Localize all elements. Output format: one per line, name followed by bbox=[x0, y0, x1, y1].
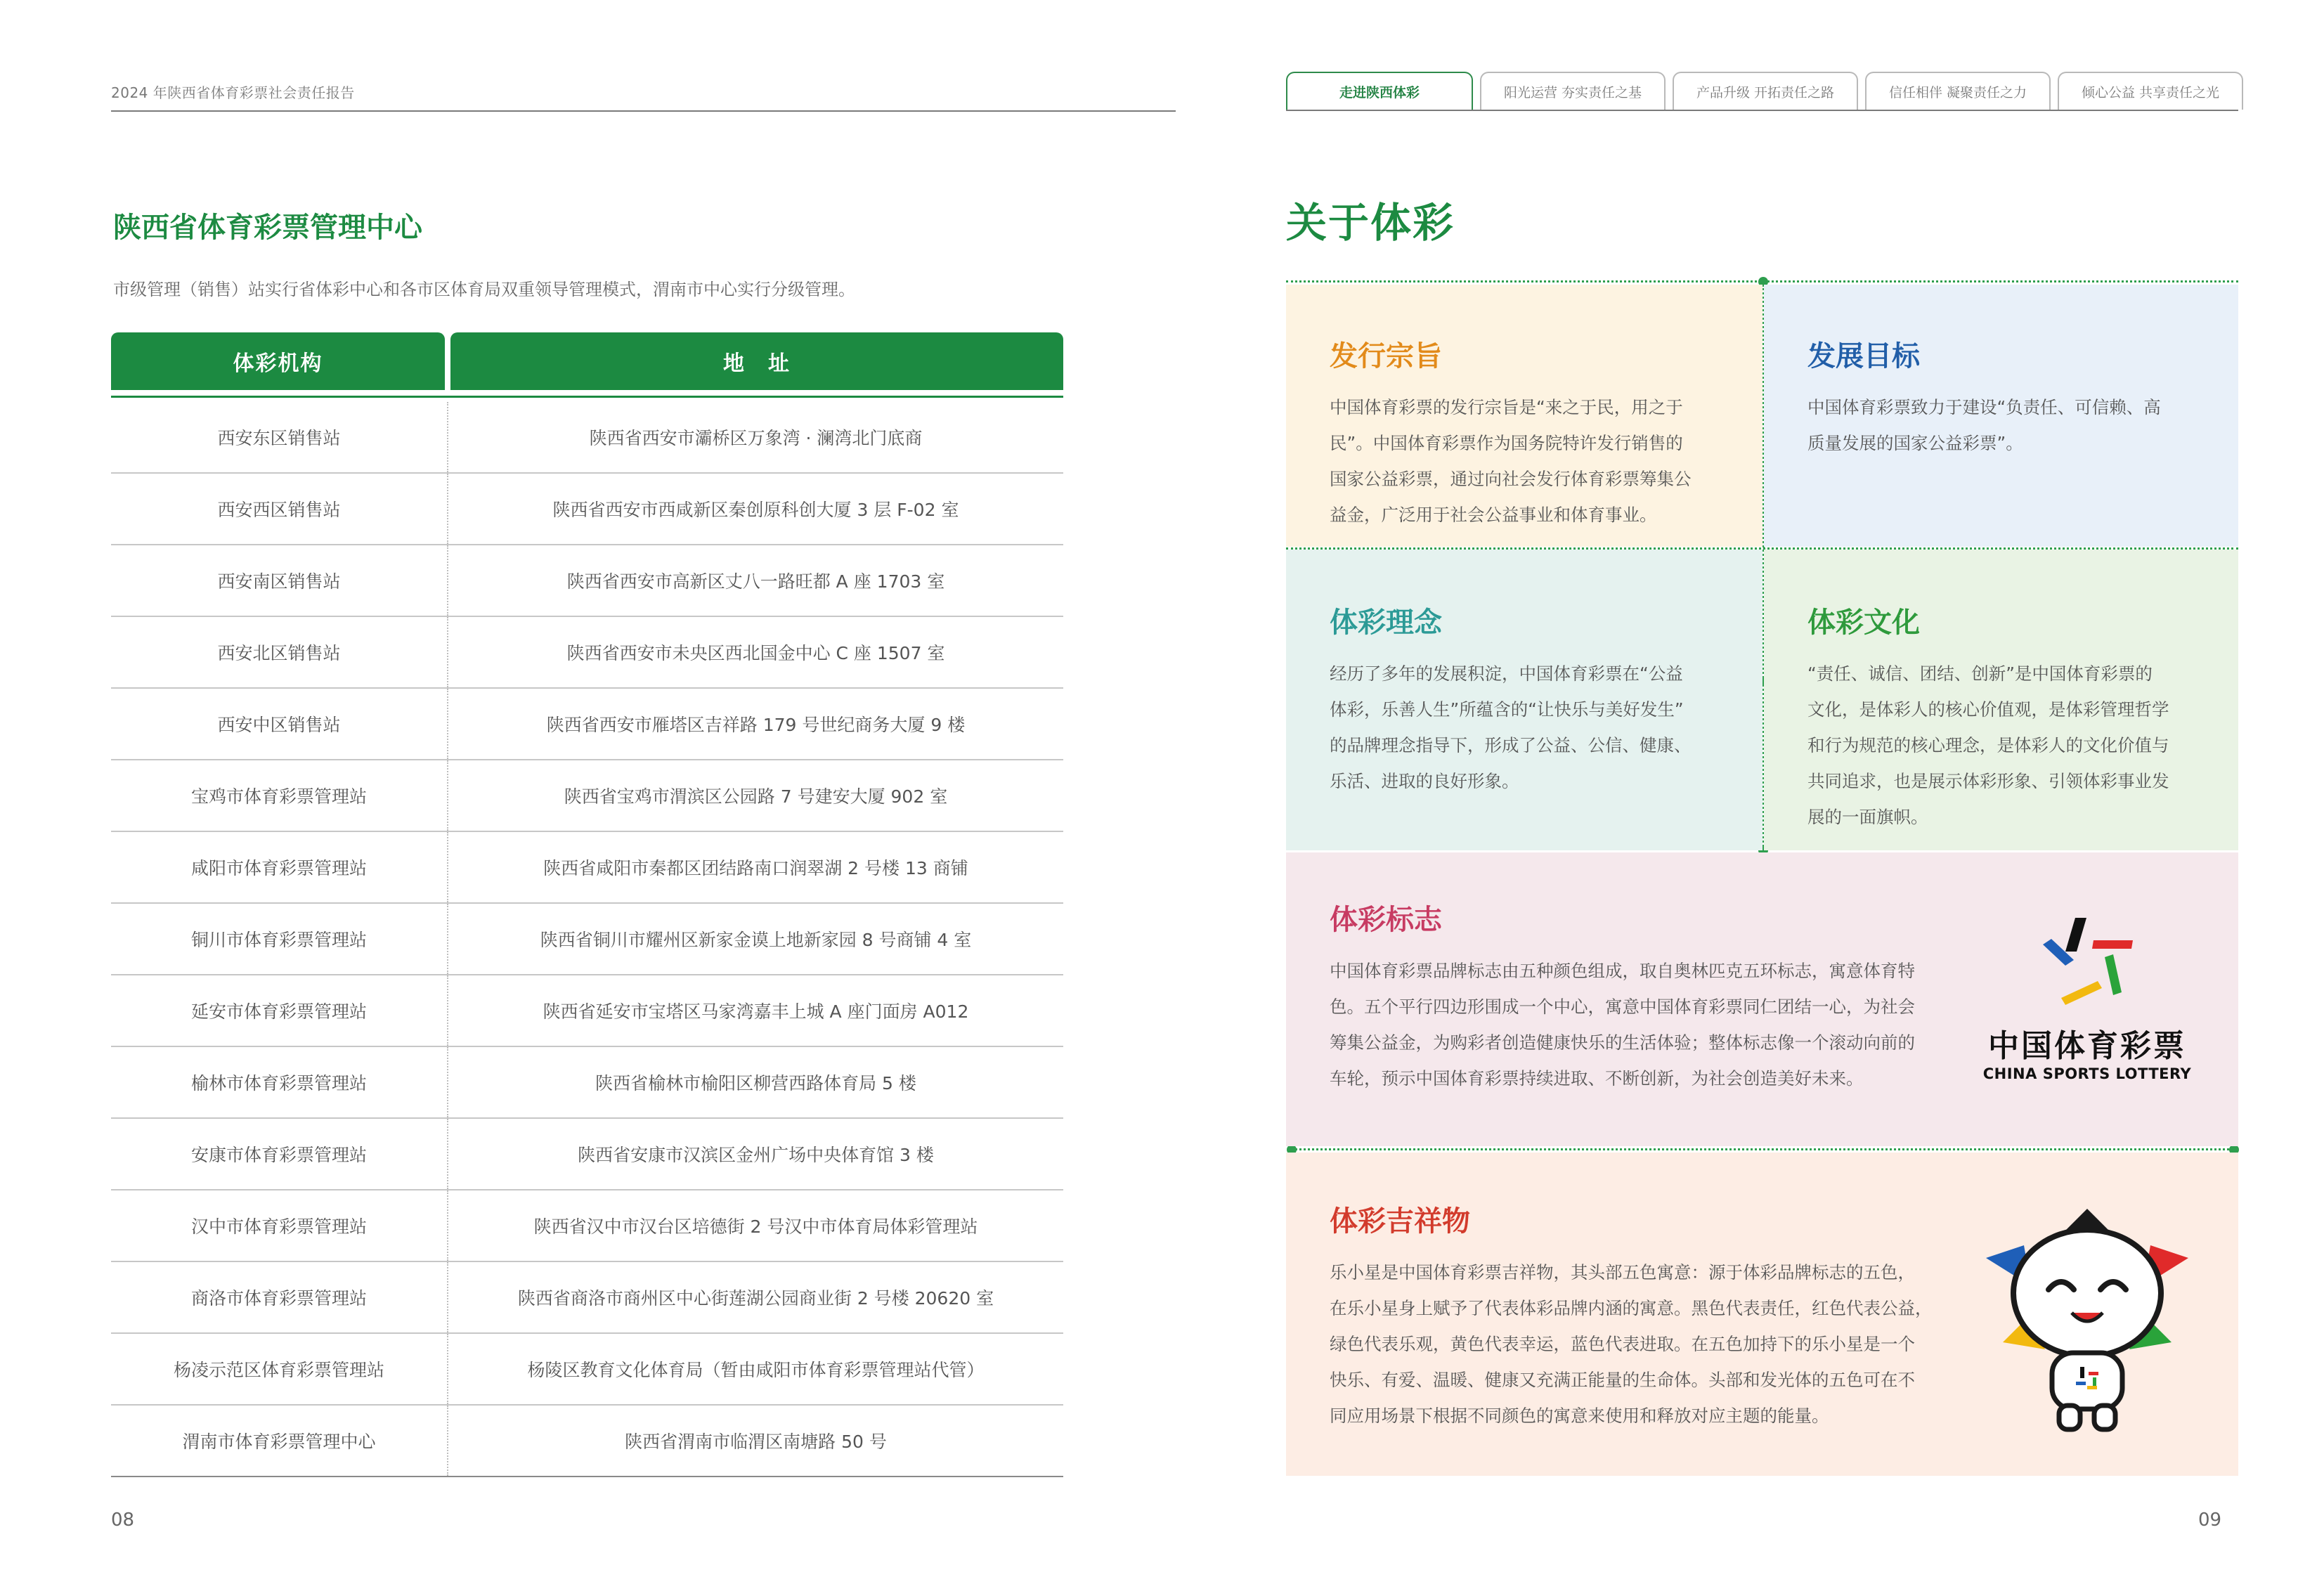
culture-line: 展的一面旗帜。 bbox=[1807, 807, 1928, 827]
table-row bbox=[111, 1406, 1063, 1477]
page-number-right: 09 bbox=[2198, 1510, 2222, 1531]
table-row bbox=[111, 545, 1063, 617]
address-cell: 陕西省铜川市耀州区新家金谟上地新家园 8 号商铺 4 室 bbox=[540, 930, 972, 950]
china-sports-lottery-logo bbox=[1982, 914, 2193, 1082]
table-header-rule bbox=[111, 396, 1063, 398]
table-row bbox=[111, 1190, 1063, 1262]
culture-panel bbox=[1764, 550, 2238, 850]
mascot-line: 同应用场景下根据不同颜色的寓意来使用和释放对应主题的能量。 bbox=[1330, 1406, 1829, 1426]
about-title: 关于体彩 bbox=[1286, 199, 1455, 247]
table-row bbox=[111, 689, 1063, 760]
address-cell: 陕西省渭南市临渭区南塘路 50 号 bbox=[625, 1432, 887, 1452]
table-row bbox=[111, 402, 1063, 474]
org-address-table bbox=[111, 402, 1063, 1477]
org-cell: 咸阳市体育彩票管理站 bbox=[111, 832, 448, 902]
org-cell: 汉中市体育彩票管理站 bbox=[111, 1190, 448, 1261]
mascot-illustration bbox=[1982, 1209, 2193, 1434]
mascot-line: 在乐小星身上赋予了代表体彩品牌内涵的寓意。黑色代表责任，红色代表公益， bbox=[1330, 1298, 1933, 1318]
tab-yangguang-yunying[interactable]: 阳光运营 夯实责任之基 bbox=[1480, 72, 1666, 110]
header-divider-left bbox=[111, 110, 1176, 112]
address-cell: 杨陵区教育文化体育局（暂由咸阳市体育彩票管理站代管） bbox=[527, 1360, 985, 1380]
lottery-star-icon bbox=[2034, 914, 2140, 1012]
org-cell: 西安东区销售站 bbox=[111, 402, 448, 472]
address-cell: 陕西省西安市西咸新区秦创原科创大厦 3 层 F-02 室 bbox=[552, 500, 959, 520]
goal-line: 质量发展的国家公益彩票”。 bbox=[1807, 433, 2023, 453]
concept-line: 乐活、进取的良好形象。 bbox=[1330, 771, 1519, 791]
table-row bbox=[111, 832, 1063, 904]
concept-title: 体彩理念 bbox=[1330, 606, 1442, 639]
brand-name-en: CHINA SPORTS LOTTERY bbox=[1982, 1065, 2192, 1082]
address-cell: 陕西省西安市雁塔区吉祥路 179 号世纪商务大厦 9 楼 bbox=[546, 715, 966, 735]
address-cell: 陕西省宝鸡市渭滨区公园路 7 号建安大厦 902 室 bbox=[564, 786, 948, 807]
address-cell: 陕西省安康市汉滨区金州广场中央体育馆 3 楼 bbox=[578, 1145, 934, 1165]
culture-line: 共同追求，也是展示体彩形象、引领体彩事业发 bbox=[1807, 771, 2169, 791]
table-header-org: 体彩机构 bbox=[111, 332, 445, 390]
org-cell: 西安中区销售站 bbox=[111, 689, 448, 759]
address-cell: 陕西省西安市灞桥区万象湾 · 澜湾北门底商 bbox=[589, 428, 923, 448]
logo-line: 色。五个平行四边形围成一个中心，寓意中国体育彩票同仁团结一心，为社会 bbox=[1330, 997, 1915, 1017]
intro-text: 市级管理（销售）站实行省体彩中心和各市区体育局双重领导管理模式，渭南市中心实行分级管理。 bbox=[113, 280, 855, 299]
report-title: 2024 年陕西省体育彩票社会责任报告 bbox=[111, 84, 355, 101]
mascot-icon bbox=[1982, 1209, 2193, 1434]
concept-panel bbox=[1286, 550, 1763, 850]
mascot-line: 绿色代表乐观，黄色代表幸运，蓝色代表进取。在五色加持下的乐小星是一个 bbox=[1330, 1334, 1915, 1354]
mission-line: 民”。中国体育彩票作为国务院特许发行销售的 bbox=[1330, 433, 1683, 453]
logo-line: 车轮，预示中国体育彩票持续进取、不断创新，为社会创造美好未来。 bbox=[1330, 1068, 1864, 1089]
table-row bbox=[111, 1119, 1063, 1190]
org-cell: 宝鸡市体育彩票管理站 bbox=[111, 760, 448, 831]
org-cell: 西安南区销售站 bbox=[111, 545, 448, 616]
address-cell: 陕西省西安市未央区西北国金中心 C 座 1507 室 bbox=[566, 643, 945, 663]
logo-line: 筹集公益金，为购彩者创造健康快乐的生活体验；整体标志像一个滚动向前的 bbox=[1330, 1032, 1915, 1053]
culture-line: 文化，是体彩人的核心价值观，是体彩管理哲学 bbox=[1807, 699, 2169, 720]
concept-line: 的品牌理念指导下，形成了公益、公信、健康、 bbox=[1330, 735, 1692, 755]
address-cell: 陕西省汉中市汉台区培德街 2 号汉中市体育局体彩管理站 bbox=[533, 1216, 978, 1237]
divider-bottom bbox=[1292, 1148, 2233, 1150]
table-row bbox=[111, 1334, 1063, 1406]
mission-title: 发行宗旨 bbox=[1330, 340, 1442, 372]
org-cell: 西安北区销售站 bbox=[111, 617, 448, 687]
culture-title: 体彩文化 bbox=[1807, 606, 1920, 639]
brand-name-cn: 中国体育彩票 bbox=[1988, 1028, 2186, 1064]
mission-line: 国家公益彩票，通过向社会发行体育彩票筹集公 bbox=[1330, 469, 1692, 489]
org-cell: 铜川市体育彩票管理站 bbox=[111, 904, 448, 974]
table-row bbox=[111, 975, 1063, 1047]
org-cell: 延安市体育彩票管理站 bbox=[111, 975, 448, 1046]
table-row bbox=[111, 760, 1063, 832]
culture-line: “责任、诚信、团结、创新”是中国体育彩票的 bbox=[1807, 663, 2153, 684]
tab-chanpin-shengji[interactable]: 产品升级 开拓责任之路 bbox=[1673, 72, 1858, 110]
header-divider-right bbox=[1286, 110, 2238, 111]
logo-line: 中国体育彩票品牌标志由五种颜色组成，取自奥林匹克五环标志，寓意体育特 bbox=[1330, 961, 1915, 981]
mascot-line: 快乐、有爱、温暖、健康又充满正能量的生命体。头部和发光体的五色可在不 bbox=[1330, 1370, 1915, 1390]
org-cell: 榆林市体育彩票管理站 bbox=[111, 1047, 448, 1117]
tab-qingxin-gongyi[interactable]: 倾心公益 共享责任之光 bbox=[2058, 72, 2243, 110]
address-cell: 陕西省西安市高新区丈八一路旺都 A 座 1703 室 bbox=[566, 571, 945, 592]
goal-title: 发展目标 bbox=[1807, 340, 1920, 372]
table-header-address: 地 址 bbox=[450, 332, 1063, 390]
tab-zoujin-shaanxi-ticai[interactable]: 走进陕西体彩 bbox=[1286, 72, 1473, 110]
goal-panel bbox=[1764, 285, 2238, 547]
logo-title: 体彩标志 bbox=[1330, 904, 1442, 936]
address-cell: 陕西省延安市宝塔区马家湾嘉丰上城 A 座门面房 A012 bbox=[543, 1001, 969, 1022]
org-cell: 商洛市体育彩票管理站 bbox=[111, 1262, 448, 1332]
mission-line: 中国体育彩票的发行宗旨是“来之于民，用之于 bbox=[1330, 397, 1683, 417]
mission-panel bbox=[1286, 285, 1763, 547]
address-cell: 陕西省咸阳市秦都区团结路南口润翠湖 2 号楼 13 商铺 bbox=[543, 858, 968, 878]
tab-xinren-xiangban[interactable]: 信任相伴 凝聚责任之力 bbox=[1865, 72, 2051, 110]
chapter-nav bbox=[1286, 72, 2243, 110]
goal-line: 中国体育彩票致力于建设“负责任、可信赖、高 bbox=[1807, 397, 2161, 417]
section-title: 陕西省体育彩票管理中心 bbox=[113, 212, 422, 244]
concept-line: 体彩，乐善人生”所蕴含的“让快乐与美好发生” bbox=[1330, 699, 1684, 720]
page-number-left: 08 bbox=[111, 1510, 135, 1531]
address-cell: 陕西省商洛市商州区中心街莲湖公园商业街 2 号楼 20620 室 bbox=[517, 1288, 994, 1309]
mission-line: 益金，广泛用于社会公益事业和体育事业。 bbox=[1330, 505, 1657, 525]
mascot-title: 体彩吉祥物 bbox=[1330, 1205, 1470, 1238]
table-row bbox=[111, 474, 1063, 545]
org-cell: 杨凌示范区体育彩票管理站 bbox=[111, 1334, 448, 1404]
table-row bbox=[111, 1047, 1063, 1119]
table-row bbox=[111, 617, 1063, 689]
culture-line: 和行为规范的核心理念，是体彩人的文化价值与 bbox=[1807, 735, 2169, 755]
concept-line: 经历了多年的发展积淀，中国体育彩票在“公益 bbox=[1330, 663, 1683, 684]
org-cell: 安康市体育彩票管理站 bbox=[111, 1119, 448, 1189]
org-cell: 渭南市体育彩票管理中心 bbox=[111, 1406, 448, 1476]
mascot-line: 乐小星是中国体育彩票吉祥物，其头部五色寓意：源于体彩品牌标志的五色， bbox=[1330, 1262, 1915, 1283]
org-cell: 西安西区销售站 bbox=[111, 474, 448, 544]
table-row bbox=[111, 904, 1063, 975]
table-row bbox=[111, 1262, 1063, 1334]
address-cell: 陕西省榆林市榆阳区柳营西路体育局 5 楼 bbox=[595, 1073, 916, 1093]
